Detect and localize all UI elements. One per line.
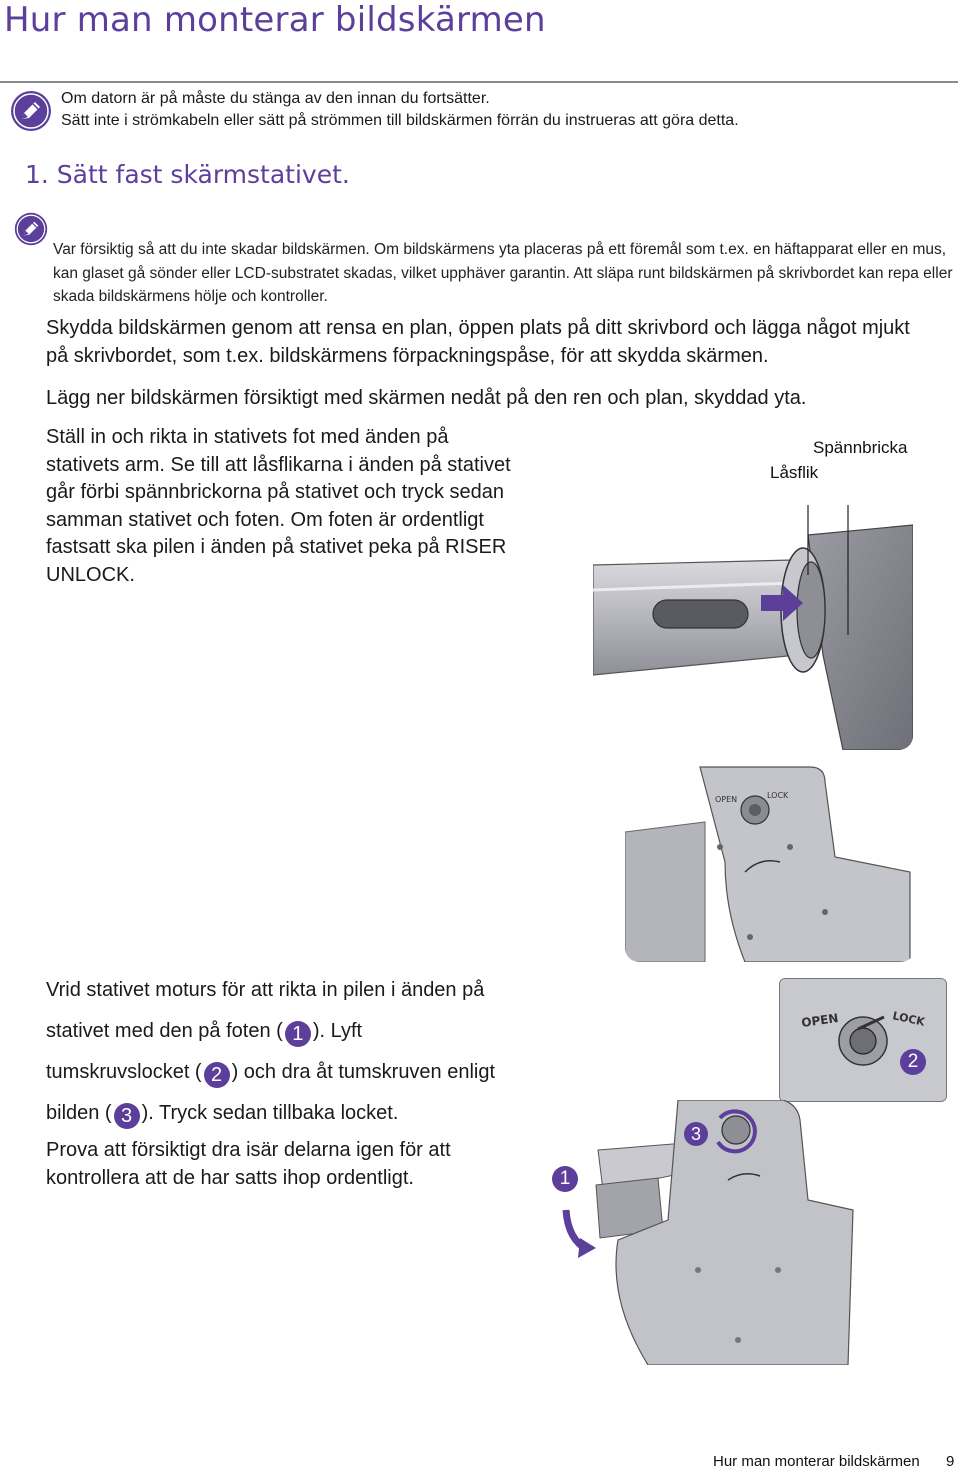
page-title: Hur man monterar bildskärmen	[4, 0, 546, 40]
footer-section: Hur man monterar bildskärmen	[713, 1453, 920, 1470]
step-heading: 1. Sätt fast skärmstativet.	[25, 160, 350, 189]
rotate-text-b: stativet med den på foten (	[46, 1020, 283, 1042]
figure-thumbscrew-inset	[779, 978, 947, 1102]
figure-badge-3: 3	[684, 1122, 708, 1146]
paragraph-rotate-stand	[46, 970, 546, 1134]
riser-unlock-label: RISER UNLOCK	[46, 536, 507, 586]
footer-page-number: 9	[946, 1453, 955, 1470]
figure-base-underside	[625, 762, 915, 962]
paragraph-protect: Skydda bildskärmen genom att rensa en plan, öppen plats på ditt skrivbord och lägga något mjukt på skrivbordet, som t.ex. bildskärmens förpackningspåse, för att skydda skärmen.	[46, 317, 910, 367]
paragraph-align-end: .	[129, 563, 135, 586]
step-badge-1: 1	[285, 1021, 311, 1047]
figure-badge-1: 1	[552, 1166, 578, 1192]
inset-badge-2: 2	[900, 1049, 926, 1075]
paragraph-verify: Prova att försiktigt dra isär delarna igen för att kontrollera att de har satts ihop ordentligt.	[46, 1139, 451, 1189]
paragraph-align-stand	[46, 424, 526, 589]
figure-base-rotation	[548, 1100, 860, 1365]
rotate-text-f: bilden (	[46, 1102, 112, 1124]
figure-stand-arm-closeup	[593, 505, 913, 750]
figure-open-label: OPEN	[715, 795, 738, 804]
figure-lock-label: LOCK	[767, 791, 789, 800]
rotate-text-g: ). Tryck sedan tillbaka locket.	[141, 1102, 399, 1124]
title-rule	[0, 81, 958, 83]
rotate-text-c: ). Lyft	[312, 1020, 363, 1042]
inset-open-label: OPEN	[800, 1010, 840, 1030]
callout-lasflik: Låsflik	[770, 463, 819, 482]
pencil-warning-icon	[14, 212, 48, 246]
rotate-text-a: Vrid stativet moturs för att rikta in pilen i änden på	[46, 979, 485, 1001]
note-line-2: Sätt inte i strömkabeln eller sätt på strömmen till bildskärmen förrän du instrueras att göra detta.	[61, 112, 739, 129]
note-line-1: Om datorn är på måste du stänga av den innan du fortsätter.	[61, 90, 490, 107]
rotate-text-d: tumskruvslocket (	[46, 1061, 202, 1083]
callout-spannbricka: Spännbricka	[813, 438, 908, 457]
step-badge-3: 3	[114, 1103, 140, 1129]
rotate-text-e: ) och dra åt tumskruven enligt	[231, 1061, 496, 1083]
pencil-note-icon	[10, 90, 50, 130]
step-badge-2: 2	[204, 1062, 230, 1088]
inset-lock-label: LOCK	[891, 1009, 926, 1029]
paragraph-align-text: Ställ in och rikta in stativets fot med änden på stativets arm. Se till att låsflikarna i änden på stativet går förbi spännbrickorna på stativet och tryck sedan samman stativet och foten. Om foten är ordentligt fastsatt ska pilen i änden på stativet peka på	[46, 426, 511, 558]
paragraph-lay-down: Lägg ner bildskärmen försiktigt med skärmen nedåt på den ren och plan, skyddad yta.	[46, 387, 807, 409]
warning-text: Var försiktig så att du inte skadar bildskärmen. Om bildskärmens yta placeras på ett föremål som t.ex. en häftapparat eller en mus, kan glaset gå sönder eller LCD-substratet skadas, vilket upphäver garantin. Att släpa runt bildskärmen på skrivbordet kan repa eller skada bildskärmens hölje och kontroller.	[53, 241, 953, 305]
